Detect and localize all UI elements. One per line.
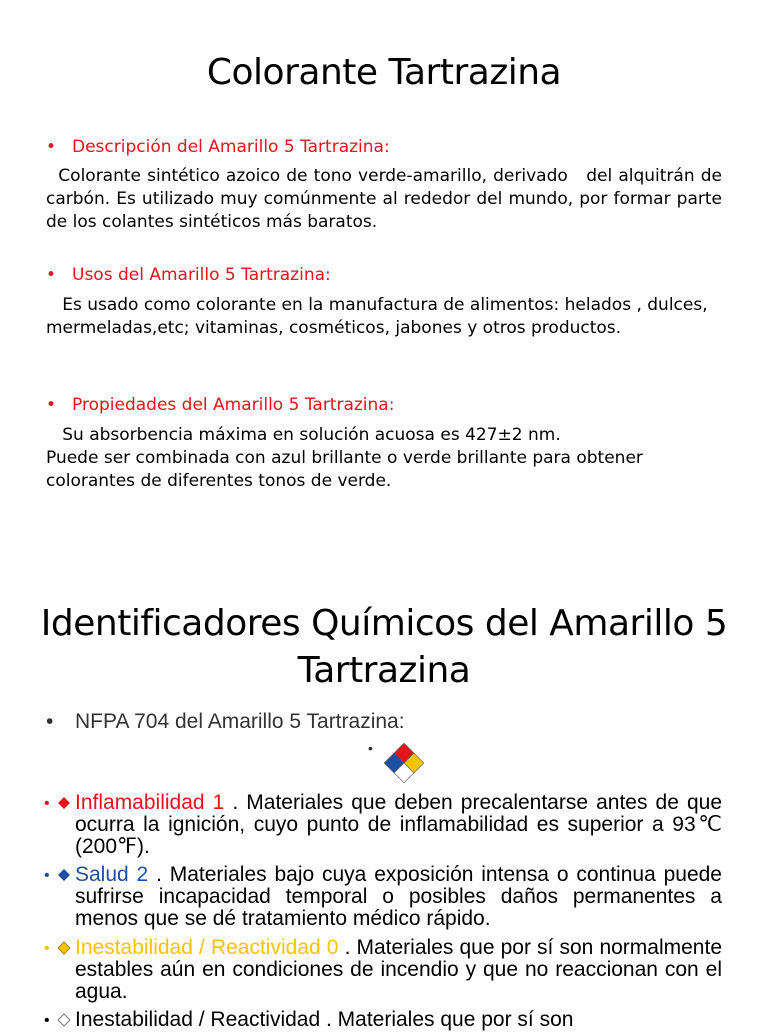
svg-text:•: • (44, 867, 50, 884)
nfpa-item-text: . Materiales que por sí son (320, 1008, 574, 1031)
nfpa-704-diamond-icon (366, 740, 426, 794)
nfpa-item-text: . Materiales que por sí son normalmente estables aún en condiciones de incendio y que no reaccionan con el agua. (75, 936, 722, 1003)
svg-text:•: • (44, 1012, 50, 1029)
yellow-diamond-icon (44, 937, 74, 959)
svg-text:•: • (368, 740, 373, 756)
section-body-propiedades-1: Su absorbencia máxima en solución acuosa es 427±2 nm. (46, 425, 561, 445)
slide-2-title (0, 600, 768, 694)
slide-1 (0, 0, 768, 512)
nfpa-item-instability (44, 937, 722, 1003)
section-body-propiedades-2: Puede ser combinada con azul brillante o verde brillante para obtener colorantes de diferentes tonos de verde. (46, 448, 643, 491)
nfpa-item-label: Salud 2 (75, 863, 149, 886)
nfpa-item-special (44, 1009, 722, 1031)
white-diamond-icon (44, 1009, 74, 1031)
bullet-icon: • (46, 710, 54, 733)
section-heading-descripcion: • Descripción del Amarillo 5 Tartrazina: (46, 137, 390, 157)
bullet-icon: • (46, 265, 57, 285)
bullet-icon: • (46, 395, 57, 415)
bullet-icon: • (46, 137, 57, 157)
nfpa-item-flammability (44, 792, 722, 858)
nfpa-item-label: Inestabilidad / Reactividad (75, 1008, 321, 1031)
blue-diamond-icon (44, 864, 74, 886)
section-body-descripcion: Colorante sintético azoico de tono verde-amarillo, derivado del alquitrán de carbón. Es utilizado muy comúnmente al rededor del mundo, por formar parte de los colantes sintéticos más baratos. (46, 166, 728, 232)
slide-1-title: Colorante Tartrazina (206, 52, 562, 93)
nfpa-item-label: Inestabilidad / Reactividad 0 (75, 936, 339, 959)
nfpa-heading: • NFPA 704 del Amarillo 5 Tartrazina: (46, 710, 405, 733)
nfpa-item-label: Inflamabilidad 1 (75, 791, 225, 814)
red-diamond-icon (44, 792, 74, 814)
svg-text:•: • (44, 940, 50, 957)
svg-text:•: • (44, 795, 50, 812)
nfpa-item-text: . Materiales bajo cuya exposición intensa o continua puede sufrirse incapacidad temporal o posibles daños permanentes a menos que se dé tratamiento médico rápido. (75, 863, 722, 930)
nfpa-item-health (44, 864, 722, 930)
section-body-usos: Es usado como colorante en la manufactura de alimentos: helados , dulces, mermeladas,etc; vitaminas, cosméticos, jabones y otros productos. (46, 295, 714, 338)
slide-2 (0, 512, 768, 1031)
nfpa-item-text: . Materiales que deben precalentarse antes de que ocurra la ignición, cuyo punto de inflamabilidad es superior a 93℃ (200℉). (75, 791, 722, 858)
section-heading-propiedades: • Propiedades del Amarillo 5 Tartrazina: (46, 395, 395, 415)
slide-2-title-text: Identificadores Químicos del Amarillo 5 Tartrazina (40, 603, 728, 691)
section-heading-usos: • Usos del Amarillo 5 Tartrazina: (46, 265, 331, 285)
